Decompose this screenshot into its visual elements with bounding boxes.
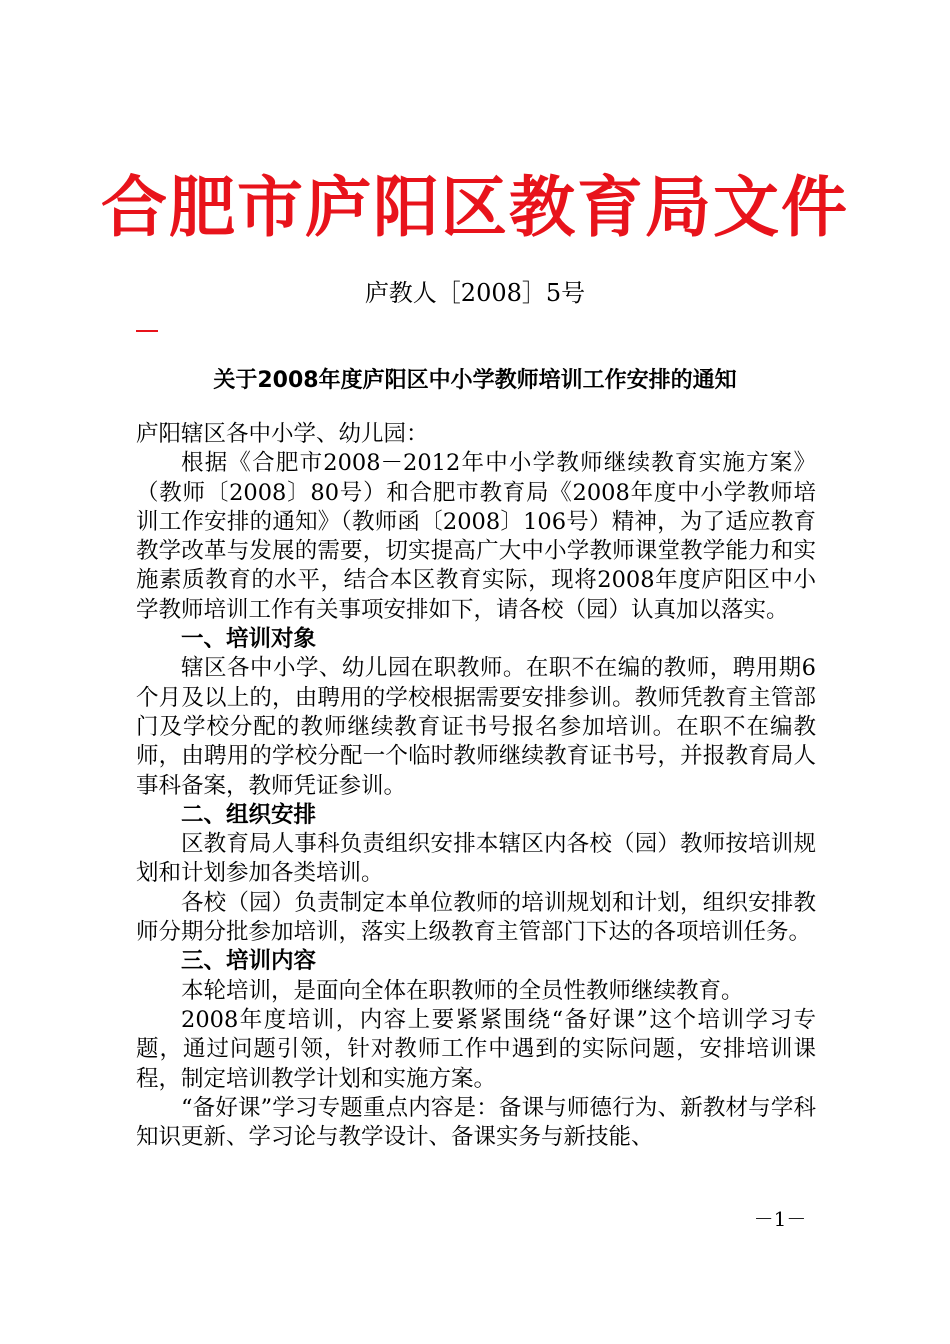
notice-title: 关于2008年度庐阳区中小学教师培训工作安排的通知 [213,368,737,393]
section-paragraph: 各校（园）负责制定本单位教师的培训规划和计划，组织安排教师分期分批参加培训，落实上级教育主管部门下达的各项培训任务。 [136,889,816,946]
section-paragraph: 2008年度培训，内容上要紧紧围绕“备好课”这个培训学习专题，通过问题引领，针对教师工作中遇到的实际问题，安排培训课程，制定培训教学计划和实施方案。 [136,1006,816,1092]
section-paragraph: 辖区各中小学、幼儿园在职教师。在职不在编的教师，聘用期6个月及以上的，由聘用的学校根据需要安排参训。教师凭教育主管部门及学校分配的教师继续教育证书号报名参加培训。在职不在编教师，由聘用的学校分配一个临时教师继续教育证书号，并报教育局人事科备案，教师凭证参训。 [136,655,816,799]
document-number: 庐教人［2008］5号 [364,279,586,307]
section-heading-organization: 二、组织安排 [181,801,317,828]
document-header-title: 合肥市庐阳区教育局文件 [101,169,849,246]
red-rule-divider [136,330,158,332]
salutation: 庐阳辖区各中小学、幼儿园： [136,421,429,447]
section-paragraph: “备好课”学习专题重点内容是：备课与师德行为、新教材与学科知识更新、学习论与教学设计、备课实务与新技能、 [136,1094,816,1151]
page-number: －1－ [753,1207,807,1231]
section-paragraph: 区教育局人事科负责组织安排本辖区内各校（园）教师按培训规划和计划参加各类培训。 [136,831,816,887]
section-heading-training-content: 三、培训内容 [181,948,317,975]
intro-paragraph: 根据《合肥市2008－2012年中小学教师继续教育实施方案》（教师〔2008〕80号）和合肥市教育局《2008年度中小学教师培训工作安排的通知》（教师函〔2008〕106号）精神，为了适应教育教学改革与发展的需要，切实提高广大中小学教师课堂教学能力和实施素质教育的水平，结合本区教育实际，现将2008年度庐阳区中小学教师培训工作有关事项安排如下，请各校（园）认真加以落实。 [136,450,816,623]
notice-body [136,420,816,1152]
section-paragraph: 本轮培训，是面向全体在职教师的全员性教师继续教育。 [181,977,744,1004]
section-heading-training-targets: 一、培训对象 [181,626,317,653]
